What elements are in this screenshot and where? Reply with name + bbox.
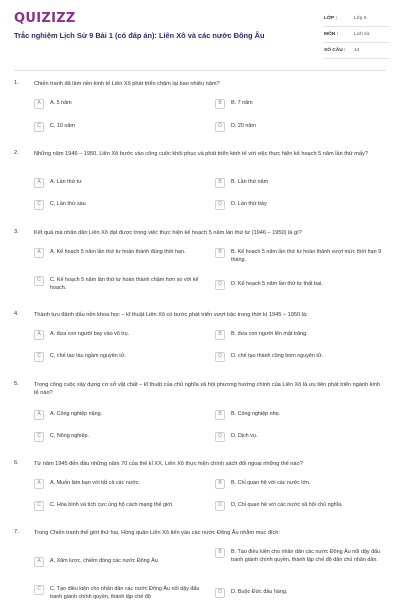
option-letter: B bbox=[215, 479, 225, 489]
option-a[interactable] bbox=[34, 480, 204, 489]
option-letter: B bbox=[215, 248, 225, 258]
option-text: A. Xâm lược, chiếm đóng các nước Đông Âu. bbox=[50, 558, 160, 564]
option-d[interactable] bbox=[215, 589, 387, 598]
option-text: A. Công nghiệp nặng. bbox=[50, 411, 103, 417]
option-text: C. Hòa bình và tích cực ủng hộ cách mạng thế giới. bbox=[50, 502, 174, 508]
option-c[interactable] bbox=[34, 502, 206, 511]
option-text: C. chế tạo tàu ngầm nguyên tử. bbox=[50, 353, 126, 359]
option-letter: B bbox=[215, 548, 225, 558]
meta-value: Lớp 9 bbox=[354, 16, 367, 21]
question-number: 5. bbox=[14, 381, 19, 387]
option-a[interactable] bbox=[34, 331, 204, 340]
option-text: B. đưa con người lên mặt trăng. bbox=[231, 331, 308, 337]
option-letter: A bbox=[34, 479, 44, 489]
meta-key: SỐ CÂU : bbox=[324, 48, 346, 53]
question-text: Thành tựu đánh dấu nền khoa học – kĩ thuật Liên Xô có bước phát triển vượt bậc trong thời kì 1945 – 1950 là: bbox=[34, 312, 308, 318]
option-a[interactable] bbox=[34, 249, 206, 258]
option-text: A. 5 năm bbox=[50, 100, 72, 106]
option-b[interactable] bbox=[215, 331, 385, 340]
option-letter: B bbox=[215, 410, 225, 420]
meta-row-count bbox=[324, 43, 390, 59]
option-text: B. Kế hoạch 5 năm lần thứ tư hoàn thành vượt mức thời hạn 9 tháng. bbox=[231, 249, 382, 263]
option-d[interactable] bbox=[215, 353, 385, 362]
meta-row-class bbox=[324, 11, 390, 27]
meta-value: Lịch sử bbox=[354, 32, 370, 37]
header-divider bbox=[14, 70, 386, 71]
question-text: Trong công cuộc xây dựng cơ sở vật chất – kĩ thuật của chủ nghĩa xã hội phương hướng chính của Liên Xô là ưu tiên phát triển ngành kinh tế nào? bbox=[34, 382, 381, 397]
option-text: A. Muốn làm bạn với tất cả các nước. bbox=[50, 480, 141, 486]
option-c[interactable] bbox=[34, 433, 204, 442]
option-letter: C bbox=[34, 432, 44, 442]
option-letter: A bbox=[34, 248, 44, 258]
option-text: B. Chỉ quan hệ với các nước lớn. bbox=[231, 480, 311, 486]
option-text: B. Công nghiệp nhẹ. bbox=[231, 411, 281, 417]
option-text: B. Lần thứ năm bbox=[231, 179, 269, 185]
question-number: 4. bbox=[14, 311, 19, 317]
option-b[interactable] bbox=[215, 179, 385, 188]
option-letter: C bbox=[34, 585, 44, 595]
option-letter: D bbox=[215, 501, 225, 511]
option-text: B. 7 năm bbox=[231, 100, 253, 106]
option-letter: A bbox=[34, 557, 44, 567]
option-letter: D bbox=[215, 352, 225, 362]
option-b[interactable] bbox=[215, 549, 387, 565]
option-text: A. Lần thứ tư bbox=[50, 179, 82, 185]
option-c[interactable] bbox=[34, 353, 204, 362]
option-letter: B bbox=[215, 330, 225, 340]
option-text: C. Lần thứ sáu bbox=[50, 201, 86, 207]
option-c[interactable] bbox=[34, 201, 204, 210]
option-c[interactable] bbox=[34, 123, 204, 132]
option-text: D. Kế hoạch 5 năm lần thứ tư thất bại. bbox=[231, 281, 323, 287]
option-letter: D bbox=[215, 200, 225, 210]
option-c[interactable] bbox=[34, 586, 206, 602]
option-b[interactable] bbox=[215, 480, 385, 489]
option-letter: C bbox=[34, 276, 44, 286]
option-d[interactable] bbox=[215, 123, 385, 132]
option-a[interactable] bbox=[34, 558, 206, 567]
option-letter: A bbox=[34, 178, 44, 188]
option-letter: C bbox=[34, 200, 44, 210]
option-letter: C bbox=[34, 122, 44, 132]
quizizz-logo[interactable]: QUIZIZZ bbox=[14, 11, 76, 26]
option-letter: D bbox=[215, 280, 225, 290]
option-d[interactable] bbox=[215, 201, 385, 210]
question-number: 7. bbox=[14, 529, 19, 535]
option-letter: C bbox=[34, 352, 44, 362]
question-number: 6. bbox=[14, 460, 19, 466]
option-text: C. Nông nghiệp. bbox=[50, 433, 89, 439]
option-letter: B bbox=[215, 178, 225, 188]
question-text: Kết quả mà nhân dân Liên Xô đạt được trong việc thực hiện kế hoạch 5 năm lần thứ tư (1946 – 1950) là gì? bbox=[34, 230, 302, 236]
option-c[interactable] bbox=[34, 277, 206, 293]
option-d[interactable] bbox=[215, 502, 387, 511]
meta-row-subject bbox=[324, 27, 390, 43]
meta-key: LỚP : bbox=[324, 16, 338, 21]
option-text: C. Tạo điều kiện cho nhân dân các nước Đông Âu nổi dậy đấu tranh giành chính quyền, thành lập chế độ bbox=[50, 586, 200, 600]
option-text: A. Kế hoạch 5 năm lần thứ tư hoàn thành đúng thời hạn. bbox=[50, 249, 186, 255]
option-text: D. 20 năm bbox=[231, 123, 256, 129]
option-text: C. Kế hoạch 5 năm lần thứ tư hoàn thành chậm hơn so với kế hoạch. bbox=[50, 277, 199, 291]
option-text: A. đưa con người bay vào vũ trụ. bbox=[50, 331, 130, 337]
option-text: D. Buộc Đức đầu hàng. bbox=[231, 589, 288, 595]
option-letter: D bbox=[215, 588, 225, 598]
option-text: D. Dịch vụ. bbox=[231, 433, 258, 439]
option-text: C. 10 năm bbox=[50, 123, 75, 129]
option-a[interactable] bbox=[34, 100, 204, 109]
option-letter: A bbox=[34, 99, 44, 109]
option-letter: C bbox=[34, 501, 44, 511]
option-d[interactable] bbox=[215, 433, 385, 442]
option-letter: B bbox=[215, 99, 225, 109]
option-letter: D bbox=[215, 432, 225, 442]
option-letter: A bbox=[34, 330, 44, 340]
question-text: Những năm 1946 – 1950, Liên Xô bước vào công cuộc khôi phục và phát triển kinh tế với việc thực hiện kế hoạch 5 năm lần thứ mấy? bbox=[34, 151, 368, 157]
option-a[interactable] bbox=[34, 411, 204, 420]
meta-value: 14 bbox=[354, 48, 360, 53]
question-text: Trong Chiến tranh thế giới thứ hai, Hồng quân Liên Xô tiến vào các nước Đông Âu nhằm mục đích: bbox=[34, 530, 280, 536]
question-number: 1. bbox=[14, 80, 19, 86]
option-b[interactable] bbox=[215, 411, 385, 420]
option-letter: A bbox=[34, 410, 44, 420]
option-b[interactable] bbox=[215, 249, 387, 265]
question-number: 2. bbox=[14, 150, 19, 156]
meta-key: MÔN : bbox=[324, 32, 339, 37]
option-text: B. Tạo điều kiện cho nhân dân các nước Đông Âu nổi dậy đấu tranh giành chính quyền, thành lập chế độ dân chủ nhân dân. bbox=[231, 549, 381, 563]
option-d[interactable] bbox=[215, 281, 387, 290]
worksheet-title: Trắc nghiệm Lịch Sử 9 Bài 1 (có đáp án): Liên Xô và các nước Đông Âu bbox=[14, 31, 265, 40]
option-text: D. chế tạo thành công bom nguyên tử. bbox=[231, 353, 324, 359]
question-text: Chiến tranh đã làm nền kinh tế Liên Xô phát triển chậm lại bao nhiêu năm? bbox=[34, 81, 220, 87]
worksheet-meta bbox=[324, 11, 390, 59]
option-letter: D bbox=[215, 122, 225, 132]
question-number: 3. bbox=[14, 229, 19, 235]
worksheet-header bbox=[0, 0, 400, 72]
question-text: Từ năm 1945 đến đầu những năm 70 của thế kỉ XX, Liên Xô thực hiện chính sách đối ngoại những thế nào? bbox=[34, 461, 303, 467]
option-text: D. Chỉ quan hệ với các nước xã hội chủ nghĩa. bbox=[231, 502, 343, 508]
option-a[interactable] bbox=[34, 179, 204, 188]
option-text: D. Lần thứ bảy bbox=[231, 201, 267, 207]
option-b[interactable] bbox=[215, 100, 385, 109]
